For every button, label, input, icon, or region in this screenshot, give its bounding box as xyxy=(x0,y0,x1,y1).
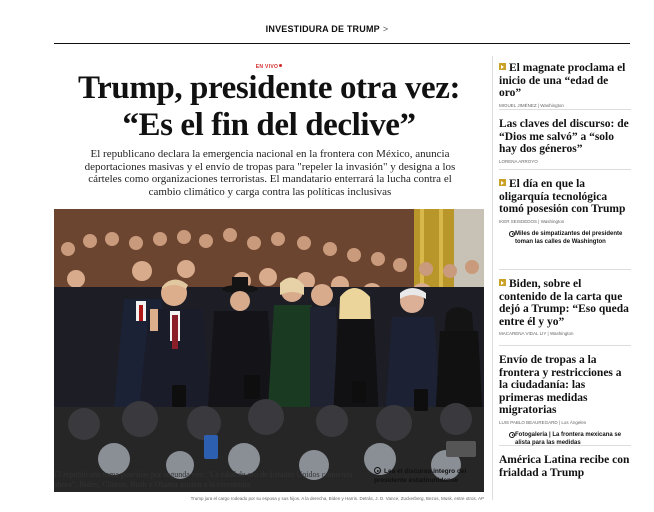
main-headline[interactable] xyxy=(54,70,484,144)
headline-line-1[interactable]: Trump, presidente otra vez: xyxy=(77,70,461,106)
story-byline: MACARENA VIDAL LIY | Washington xyxy=(499,331,574,336)
story-byline: MIGUEL JIMÉNEZ | Washington xyxy=(499,102,564,108)
story-title[interactable]: Envío de tropas a la frontera y restricciones a la ciudadanía: las primeras medidas migratorias xyxy=(499,354,622,416)
main-photo[interactable] xyxy=(54,209,484,492)
main-subhead: El republicano declara la emergencia nacional en la frontera con México, anuncia deportaciones masivas y el envío de tropas para "repeler la invasión" y designa a los cárteles como organizaciones terroristas. El mandatario enterrará la lucha contra el cambio climático y carga contra las políticas inclusivas xyxy=(84,148,456,198)
photo-caption: Trump jura el cargo rodeado por su esposa y sus hijos. A la derecha, Biden y Harris. Detrás, J. D. Vance, Zuckerberg, Bezos, Musk, entre otros. AP xyxy=(190,496,484,501)
story-title[interactable]: El día en que la oligarquía tecnológica tomó posesión con Trump xyxy=(499,178,626,215)
section-header xyxy=(0,0,654,46)
chevron-right-icon: > xyxy=(382,24,389,34)
section-link[interactable] xyxy=(0,24,654,34)
sidebar-story[interactable] xyxy=(499,270,631,346)
video-icon xyxy=(499,63,506,70)
sidebar-story[interactable] xyxy=(499,110,631,170)
related-link[interactable] xyxy=(374,467,484,485)
related-link-label[interactable]: Lea el discurso íntegro del presidente estadounidense xyxy=(374,468,467,484)
story-title[interactable]: América Latina recibe con frialdad a Trump xyxy=(499,454,630,479)
section-label[interactable]: INVESTIDURA DE TRUMP xyxy=(265,24,380,34)
main-story xyxy=(54,44,484,512)
story-byline: LUIS PABLO BEAUREGARD | Los Ángeles xyxy=(499,419,587,425)
play-circle-icon xyxy=(509,231,515,237)
live-dot-icon xyxy=(279,64,282,67)
sidebar xyxy=(499,60,631,484)
inauguration-photo-illustration xyxy=(54,209,484,492)
headline-line-2[interactable]: “Es el fin del declive” xyxy=(122,107,416,143)
sidebar-story[interactable] xyxy=(499,60,631,110)
play-circle-icon xyxy=(374,467,381,474)
story-byline: LORENA ARROYO xyxy=(499,158,538,164)
story-title[interactable]: Las claves del discurso: de “Dios me salvó” a “solo hay dos géneros” xyxy=(499,118,629,155)
story-byline: IKER SEISDEDOS | Washington xyxy=(499,218,565,224)
story-title[interactable]: Biden, sobre el contenido de la carta que dejó a Trump: “Eso queda entre él y yo” xyxy=(499,278,629,328)
play-circle-icon xyxy=(509,432,515,438)
story-sublink[interactable]: Miles de simpatizantes del presidente toman las calles de Washington xyxy=(499,230,631,246)
sidebar-story[interactable] xyxy=(499,170,631,270)
video-icon xyxy=(499,279,506,286)
story-sublink[interactable]: Fotogalería | La frontera mexicana se alista para las medidas xyxy=(499,431,631,447)
sidebar-story[interactable] xyxy=(499,446,631,484)
story-title[interactable]: El magnate proclama el inicio de una “edad de oro” xyxy=(499,62,626,99)
sidebar-story[interactable] xyxy=(499,346,631,446)
column-divider xyxy=(492,56,493,500)
secondary-summary[interactable]: El republicano toma posesión por segunda vez: "La edad de oro de Estados Unidos comienza ahora". Biden, Clinton, Bush y Obama asisten a la ceremonia xyxy=(54,470,353,489)
live-label[interactable]: EN VIVO xyxy=(255,64,279,70)
video-icon xyxy=(499,179,506,186)
